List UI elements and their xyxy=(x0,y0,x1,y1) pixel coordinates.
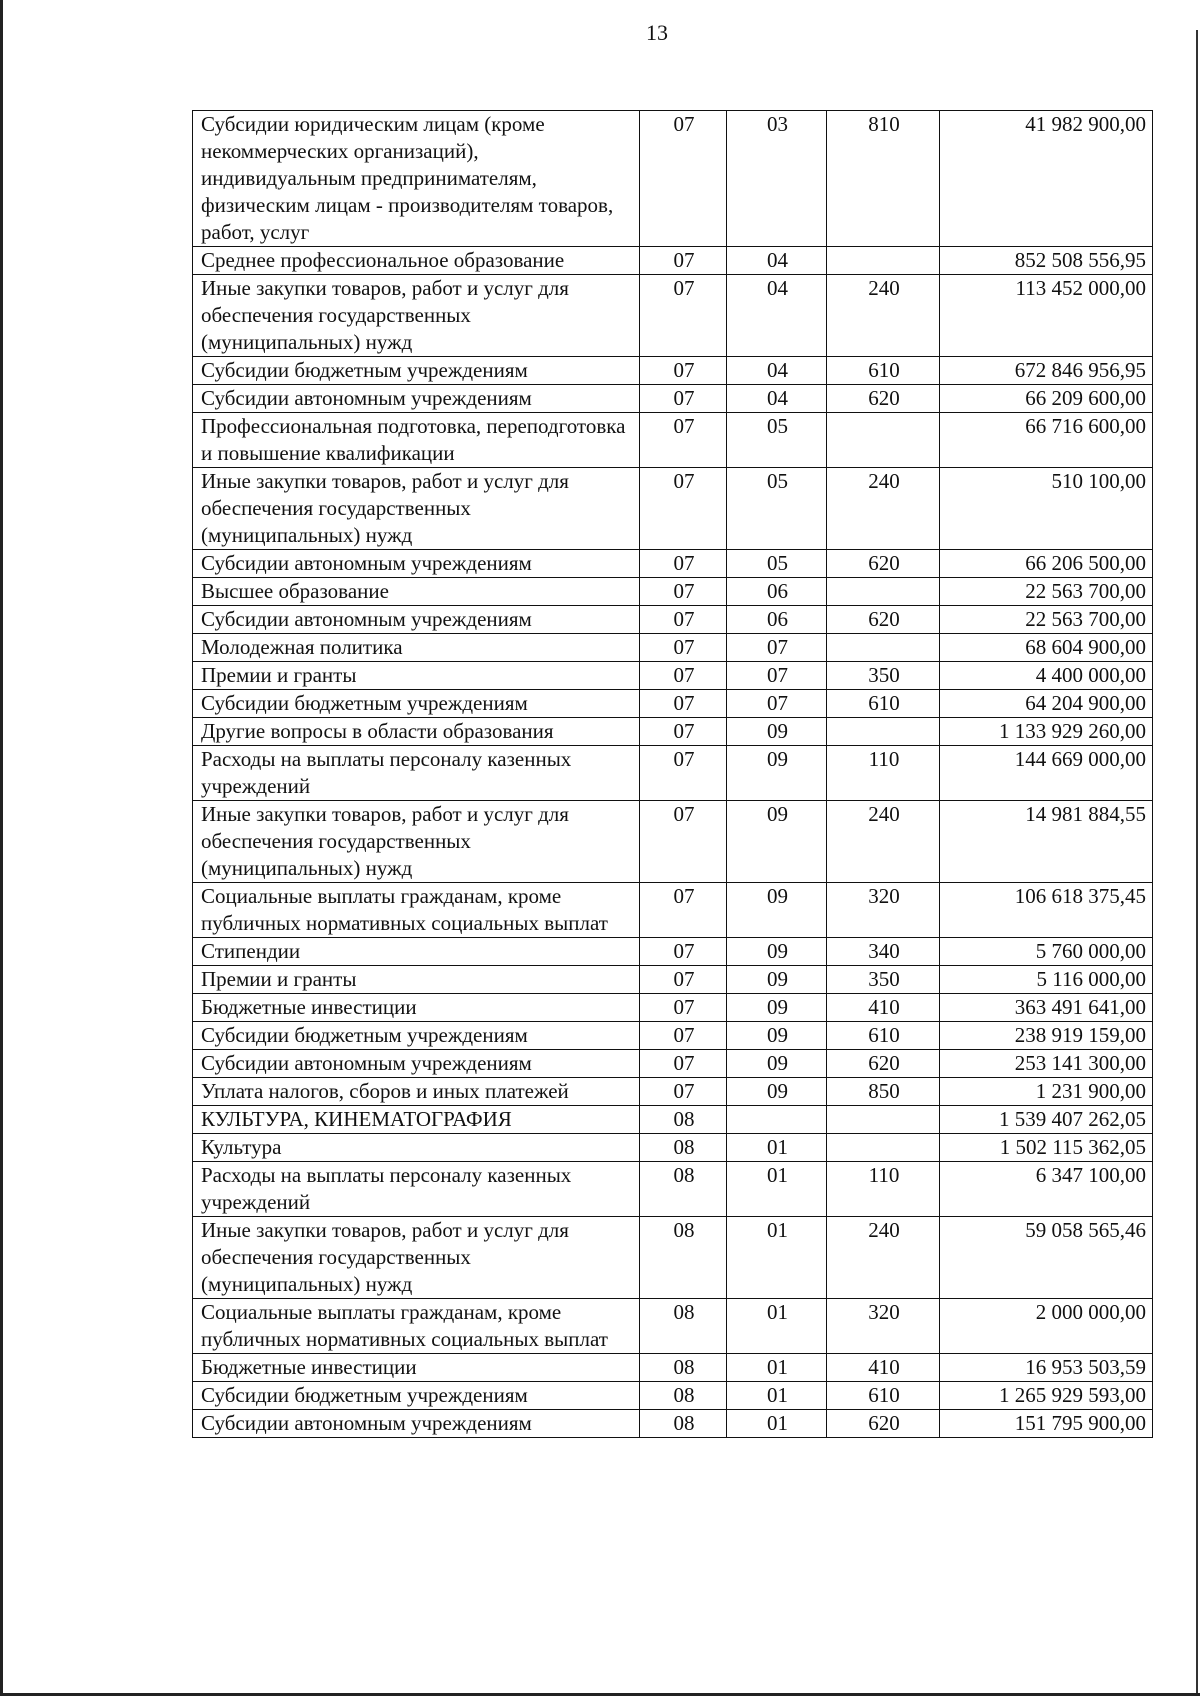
subsection-code-cell: 04 xyxy=(727,275,827,357)
amount-cell: 66 206 500,00 xyxy=(940,550,1153,578)
table-row xyxy=(193,690,1153,718)
expense-type-code-cell: 350 xyxy=(827,662,940,690)
table-row xyxy=(193,1382,1153,1410)
subsection-code-cell: 01 xyxy=(727,1299,827,1354)
expense-name-cell: Иные закупки товаров, работ и услуг для обеспечения государственных (муниципальных) нужд xyxy=(193,275,640,357)
page-number: 13 xyxy=(646,20,668,45)
expense-type-code-cell: 610 xyxy=(827,357,940,385)
expense-type-code-cell: 110 xyxy=(827,1162,940,1217)
subsection-code-cell: 04 xyxy=(727,385,827,413)
amount-cell: 14 981 884,55 xyxy=(940,801,1153,883)
expense-type-code-cell: 850 xyxy=(827,1078,940,1106)
section-code-cell: 07 xyxy=(640,883,727,938)
section-code-cell: 07 xyxy=(640,746,727,801)
table-row xyxy=(193,718,1153,746)
section-code-cell: 08 xyxy=(640,1162,727,1217)
expense-name-cell: Премии и гранты xyxy=(193,662,640,690)
table-row xyxy=(193,1022,1153,1050)
amount-cell: 41 982 900,00 xyxy=(940,111,1153,247)
expense-type-code-cell: 240 xyxy=(827,1217,940,1299)
amount-cell: 151 795 900,00 xyxy=(940,1410,1153,1438)
expense-type-code-cell: 410 xyxy=(827,994,940,1022)
section-code-cell: 07 xyxy=(640,690,727,718)
table-row xyxy=(193,994,1153,1022)
amount-cell: 66 209 600,00 xyxy=(940,385,1153,413)
table-row xyxy=(193,1050,1153,1078)
amount-cell: 16 953 503,59 xyxy=(940,1354,1153,1382)
amount-cell: 1 133 929 260,00 xyxy=(940,718,1153,746)
expense-name-cell: Уплата налогов, сборов и иных платежей xyxy=(193,1078,640,1106)
expense-type-code-cell: 610 xyxy=(827,1382,940,1410)
expense-name-cell: Субсидии бюджетным учреждениям xyxy=(193,1022,640,1050)
expense-type-code-cell xyxy=(827,1134,940,1162)
subsection-code-cell: 01 xyxy=(727,1217,827,1299)
section-code-cell: 07 xyxy=(640,994,727,1022)
expense-type-code-cell xyxy=(827,578,940,606)
amount-cell: 672 846 956,95 xyxy=(940,357,1153,385)
expense-type-code-cell: 620 xyxy=(827,1410,940,1438)
table-row xyxy=(193,966,1153,994)
expense-name-cell: Субсидии автономным учреждениям xyxy=(193,385,640,413)
expense-type-code-cell: 610 xyxy=(827,1022,940,1050)
table-row xyxy=(193,111,1153,247)
subsection-code-cell: 01 xyxy=(727,1354,827,1382)
subsection-code-cell: 03 xyxy=(727,111,827,247)
subsection-code-cell: 09 xyxy=(727,883,827,938)
section-code-cell: 07 xyxy=(640,578,727,606)
section-code-cell: 07 xyxy=(640,111,727,247)
amount-cell: 363 491 641,00 xyxy=(940,994,1153,1022)
amount-cell: 1 265 929 593,00 xyxy=(940,1382,1153,1410)
expense-type-code-cell: 620 xyxy=(827,606,940,634)
table-row xyxy=(193,801,1153,883)
expense-name-cell: Бюджетные инвестиции xyxy=(193,1354,640,1382)
expense-name-cell: Иные закупки товаров, работ и услуг для обеспечения государственных (муниципальных) нужд xyxy=(193,468,640,550)
table-row xyxy=(193,1162,1153,1217)
expense-type-code-cell: 620 xyxy=(827,1050,940,1078)
expense-type-code-cell xyxy=(827,718,940,746)
expense-type-code-cell: 320 xyxy=(827,1299,940,1354)
section-code-cell: 07 xyxy=(640,357,727,385)
amount-cell: 852 508 556,95 xyxy=(940,247,1153,275)
expense-name-cell: Субсидии юридическим лицам (кроме некоммерческих организаций), индивидуальным предпринимателям, физическим лицам - производителям товаров, работ, услуг xyxy=(193,111,640,247)
table-row xyxy=(193,634,1153,662)
expense-type-code-cell: 110 xyxy=(827,746,940,801)
expense-type-code-cell: 410 xyxy=(827,1354,940,1382)
expense-name-cell: Иные закупки товаров, работ и услуг для обеспечения государственных (муниципальных) нужд xyxy=(193,1217,640,1299)
section-code-cell: 08 xyxy=(640,1410,727,1438)
section-code-cell: 07 xyxy=(640,801,727,883)
expense-type-code-cell: 320 xyxy=(827,883,940,938)
table-row xyxy=(193,550,1153,578)
subsection-code-cell: 09 xyxy=(727,966,827,994)
table-row xyxy=(193,1410,1153,1438)
expense-name-cell: Расходы на выплаты персоналу казенных учреждений xyxy=(193,746,640,801)
subsection-code-cell: 09 xyxy=(727,1050,827,1078)
section-code-cell: 08 xyxy=(640,1382,727,1410)
expense-name-cell: Социальные выплаты гражданам, кроме публичных нормативных социальных выплат xyxy=(193,883,640,938)
amount-cell: 6 347 100,00 xyxy=(940,1162,1153,1217)
amount-cell: 68 604 900,00 xyxy=(940,634,1153,662)
section-code-cell: 07 xyxy=(640,966,727,994)
table-row xyxy=(193,357,1153,385)
expense-type-code-cell: 810 xyxy=(827,111,940,247)
amount-cell: 1 502 115 362,05 xyxy=(940,1134,1153,1162)
amount-cell: 1 231 900,00 xyxy=(940,1078,1153,1106)
expense-name-cell: Расходы на выплаты персоналу казенных учреждений xyxy=(193,1162,640,1217)
amount-cell: 113 452 000,00 xyxy=(940,275,1153,357)
subsection-code-cell: 09 xyxy=(727,746,827,801)
expense-name-cell: Иные закупки товаров, работ и услуг для обеспечения государственных (муниципальных) нужд xyxy=(193,801,640,883)
expense-name-cell: Субсидии автономным учреждениям xyxy=(193,550,640,578)
expense-type-code-cell: 350 xyxy=(827,966,940,994)
expense-name-cell: Другие вопросы в области образования xyxy=(193,718,640,746)
table-row xyxy=(193,578,1153,606)
subsection-code-cell: 09 xyxy=(727,994,827,1022)
subsection-code-cell: 01 xyxy=(727,1134,827,1162)
expense-name-cell: Субсидии автономным учреждениям xyxy=(193,1410,640,1438)
amount-cell: 5 760 000,00 xyxy=(940,938,1153,966)
section-code-cell: 08 xyxy=(640,1106,727,1134)
subsection-code-cell: 05 xyxy=(727,413,827,468)
subsection-code-cell: 09 xyxy=(727,1078,827,1106)
section-code-cell: 07 xyxy=(640,275,727,357)
table-row xyxy=(193,468,1153,550)
table-row xyxy=(193,746,1153,801)
section-code-cell: 07 xyxy=(640,606,727,634)
page-right-edge xyxy=(1196,30,1198,1696)
expense-name-cell: Бюджетные инвестиции xyxy=(193,994,640,1022)
subsection-code-cell: 01 xyxy=(727,1382,827,1410)
subsection-code-cell: 05 xyxy=(727,550,827,578)
amount-cell: 1 539 407 262,05 xyxy=(940,1106,1153,1134)
table-row xyxy=(193,247,1153,275)
amount-cell: 510 100,00 xyxy=(940,468,1153,550)
section-code-cell: 07 xyxy=(640,247,727,275)
expense-name-cell: Субсидии бюджетным учреждениям xyxy=(193,690,640,718)
table-row xyxy=(193,1106,1153,1134)
subsection-code-cell: 06 xyxy=(727,578,827,606)
expense-name-cell: Стипендии xyxy=(193,938,640,966)
amount-cell: 144 669 000,00 xyxy=(940,746,1153,801)
table-row xyxy=(193,606,1153,634)
amount-cell: 2 000 000,00 xyxy=(940,1299,1153,1354)
page-left-edge xyxy=(0,0,3,1696)
section-code-cell: 07 xyxy=(640,662,727,690)
expense-name-cell: Высшее образование xyxy=(193,578,640,606)
subsection-code-cell: 09 xyxy=(727,718,827,746)
section-code-cell: 07 xyxy=(640,468,727,550)
section-code-cell: 07 xyxy=(640,1078,727,1106)
subsection-code-cell: 04 xyxy=(727,247,827,275)
table-row xyxy=(193,1354,1153,1382)
subsection-code-cell xyxy=(727,1106,827,1134)
expense-type-code-cell xyxy=(827,634,940,662)
table-row xyxy=(193,938,1153,966)
amount-cell: 253 141 300,00 xyxy=(940,1050,1153,1078)
subsection-code-cell: 05 xyxy=(727,468,827,550)
table-row xyxy=(193,1217,1153,1299)
budget-table xyxy=(192,110,1153,1438)
amount-cell: 22 563 700,00 xyxy=(940,578,1153,606)
amount-cell: 106 618 375,45 xyxy=(940,883,1153,938)
expense-type-code-cell: 240 xyxy=(827,468,940,550)
section-code-cell: 07 xyxy=(640,1050,727,1078)
expense-type-code-cell: 620 xyxy=(827,385,940,413)
section-code-cell: 07 xyxy=(640,385,727,413)
expense-name-cell: Культура xyxy=(193,1134,640,1162)
subsection-code-cell: 09 xyxy=(727,938,827,966)
section-code-cell: 07 xyxy=(640,634,727,662)
table-row xyxy=(193,275,1153,357)
section-code-cell: 08 xyxy=(640,1217,727,1299)
amount-cell: 22 563 700,00 xyxy=(940,606,1153,634)
expense-type-code-cell xyxy=(827,247,940,275)
expense-name-cell: Премии и гранты xyxy=(193,966,640,994)
section-code-cell: 07 xyxy=(640,550,727,578)
expense-name-cell: Социальные выплаты гражданам, кроме публичных нормативных социальных выплат xyxy=(193,1299,640,1354)
subsection-code-cell: 09 xyxy=(727,1022,827,1050)
table-row xyxy=(193,385,1153,413)
expense-type-code-cell: 620 xyxy=(827,550,940,578)
amount-cell: 5 116 000,00 xyxy=(940,966,1153,994)
amount-cell: 238 919 159,00 xyxy=(940,1022,1153,1050)
table-row xyxy=(193,1134,1153,1162)
budget-table-body xyxy=(193,111,1153,1438)
expense-name-cell: Субсидии автономным учреждениям xyxy=(193,606,640,634)
table-row xyxy=(193,662,1153,690)
amount-cell: 4 400 000,00 xyxy=(940,662,1153,690)
expense-name-cell: Субсидии бюджетным учреждениям xyxy=(193,357,640,385)
expense-name-cell: Среднее профессиональное образование xyxy=(193,247,640,275)
expense-name-cell: Профессиональная подготовка, переподготовка и повышение квалификации xyxy=(193,413,640,468)
section-code-cell: 08 xyxy=(640,1299,727,1354)
subsection-code-cell: 01 xyxy=(727,1410,827,1438)
expense-name-cell: Субсидии автономным учреждениям xyxy=(193,1050,640,1078)
section-code-cell: 07 xyxy=(640,938,727,966)
expense-type-code-cell xyxy=(827,1106,940,1134)
table-row xyxy=(193,1299,1153,1354)
amount-cell: 66 716 600,00 xyxy=(940,413,1153,468)
expense-name-cell: Молодежная политика xyxy=(193,634,640,662)
expense-type-code-cell: 340 xyxy=(827,938,940,966)
expense-type-code-cell: 240 xyxy=(827,801,940,883)
expense-name-cell: КУЛЬТУРА, КИНЕМАТОГРАФИЯ xyxy=(193,1106,640,1134)
amount-cell: 64 204 900,00 xyxy=(940,690,1153,718)
section-code-cell: 07 xyxy=(640,718,727,746)
subsection-code-cell: 01 xyxy=(727,1162,827,1217)
expense-name-cell: Субсидии бюджетным учреждениям xyxy=(193,1382,640,1410)
expense-type-code-cell: 240 xyxy=(827,275,940,357)
section-code-cell: 08 xyxy=(640,1354,727,1382)
amount-cell: 59 058 565,46 xyxy=(940,1217,1153,1299)
subsection-code-cell: 04 xyxy=(727,357,827,385)
subsection-code-cell: 07 xyxy=(727,690,827,718)
subsection-code-cell: 07 xyxy=(727,634,827,662)
section-code-cell: 08 xyxy=(640,1134,727,1162)
table-row xyxy=(193,413,1153,468)
table-row xyxy=(193,1078,1153,1106)
page-number-container xyxy=(0,20,1200,46)
subsection-code-cell: 06 xyxy=(727,606,827,634)
section-code-cell: 07 xyxy=(640,1022,727,1050)
expense-type-code-cell: 610 xyxy=(827,690,940,718)
table-row xyxy=(193,883,1153,938)
subsection-code-cell: 09 xyxy=(727,801,827,883)
expense-type-code-cell xyxy=(827,413,940,468)
section-code-cell: 07 xyxy=(640,413,727,468)
subsection-code-cell: 07 xyxy=(727,662,827,690)
